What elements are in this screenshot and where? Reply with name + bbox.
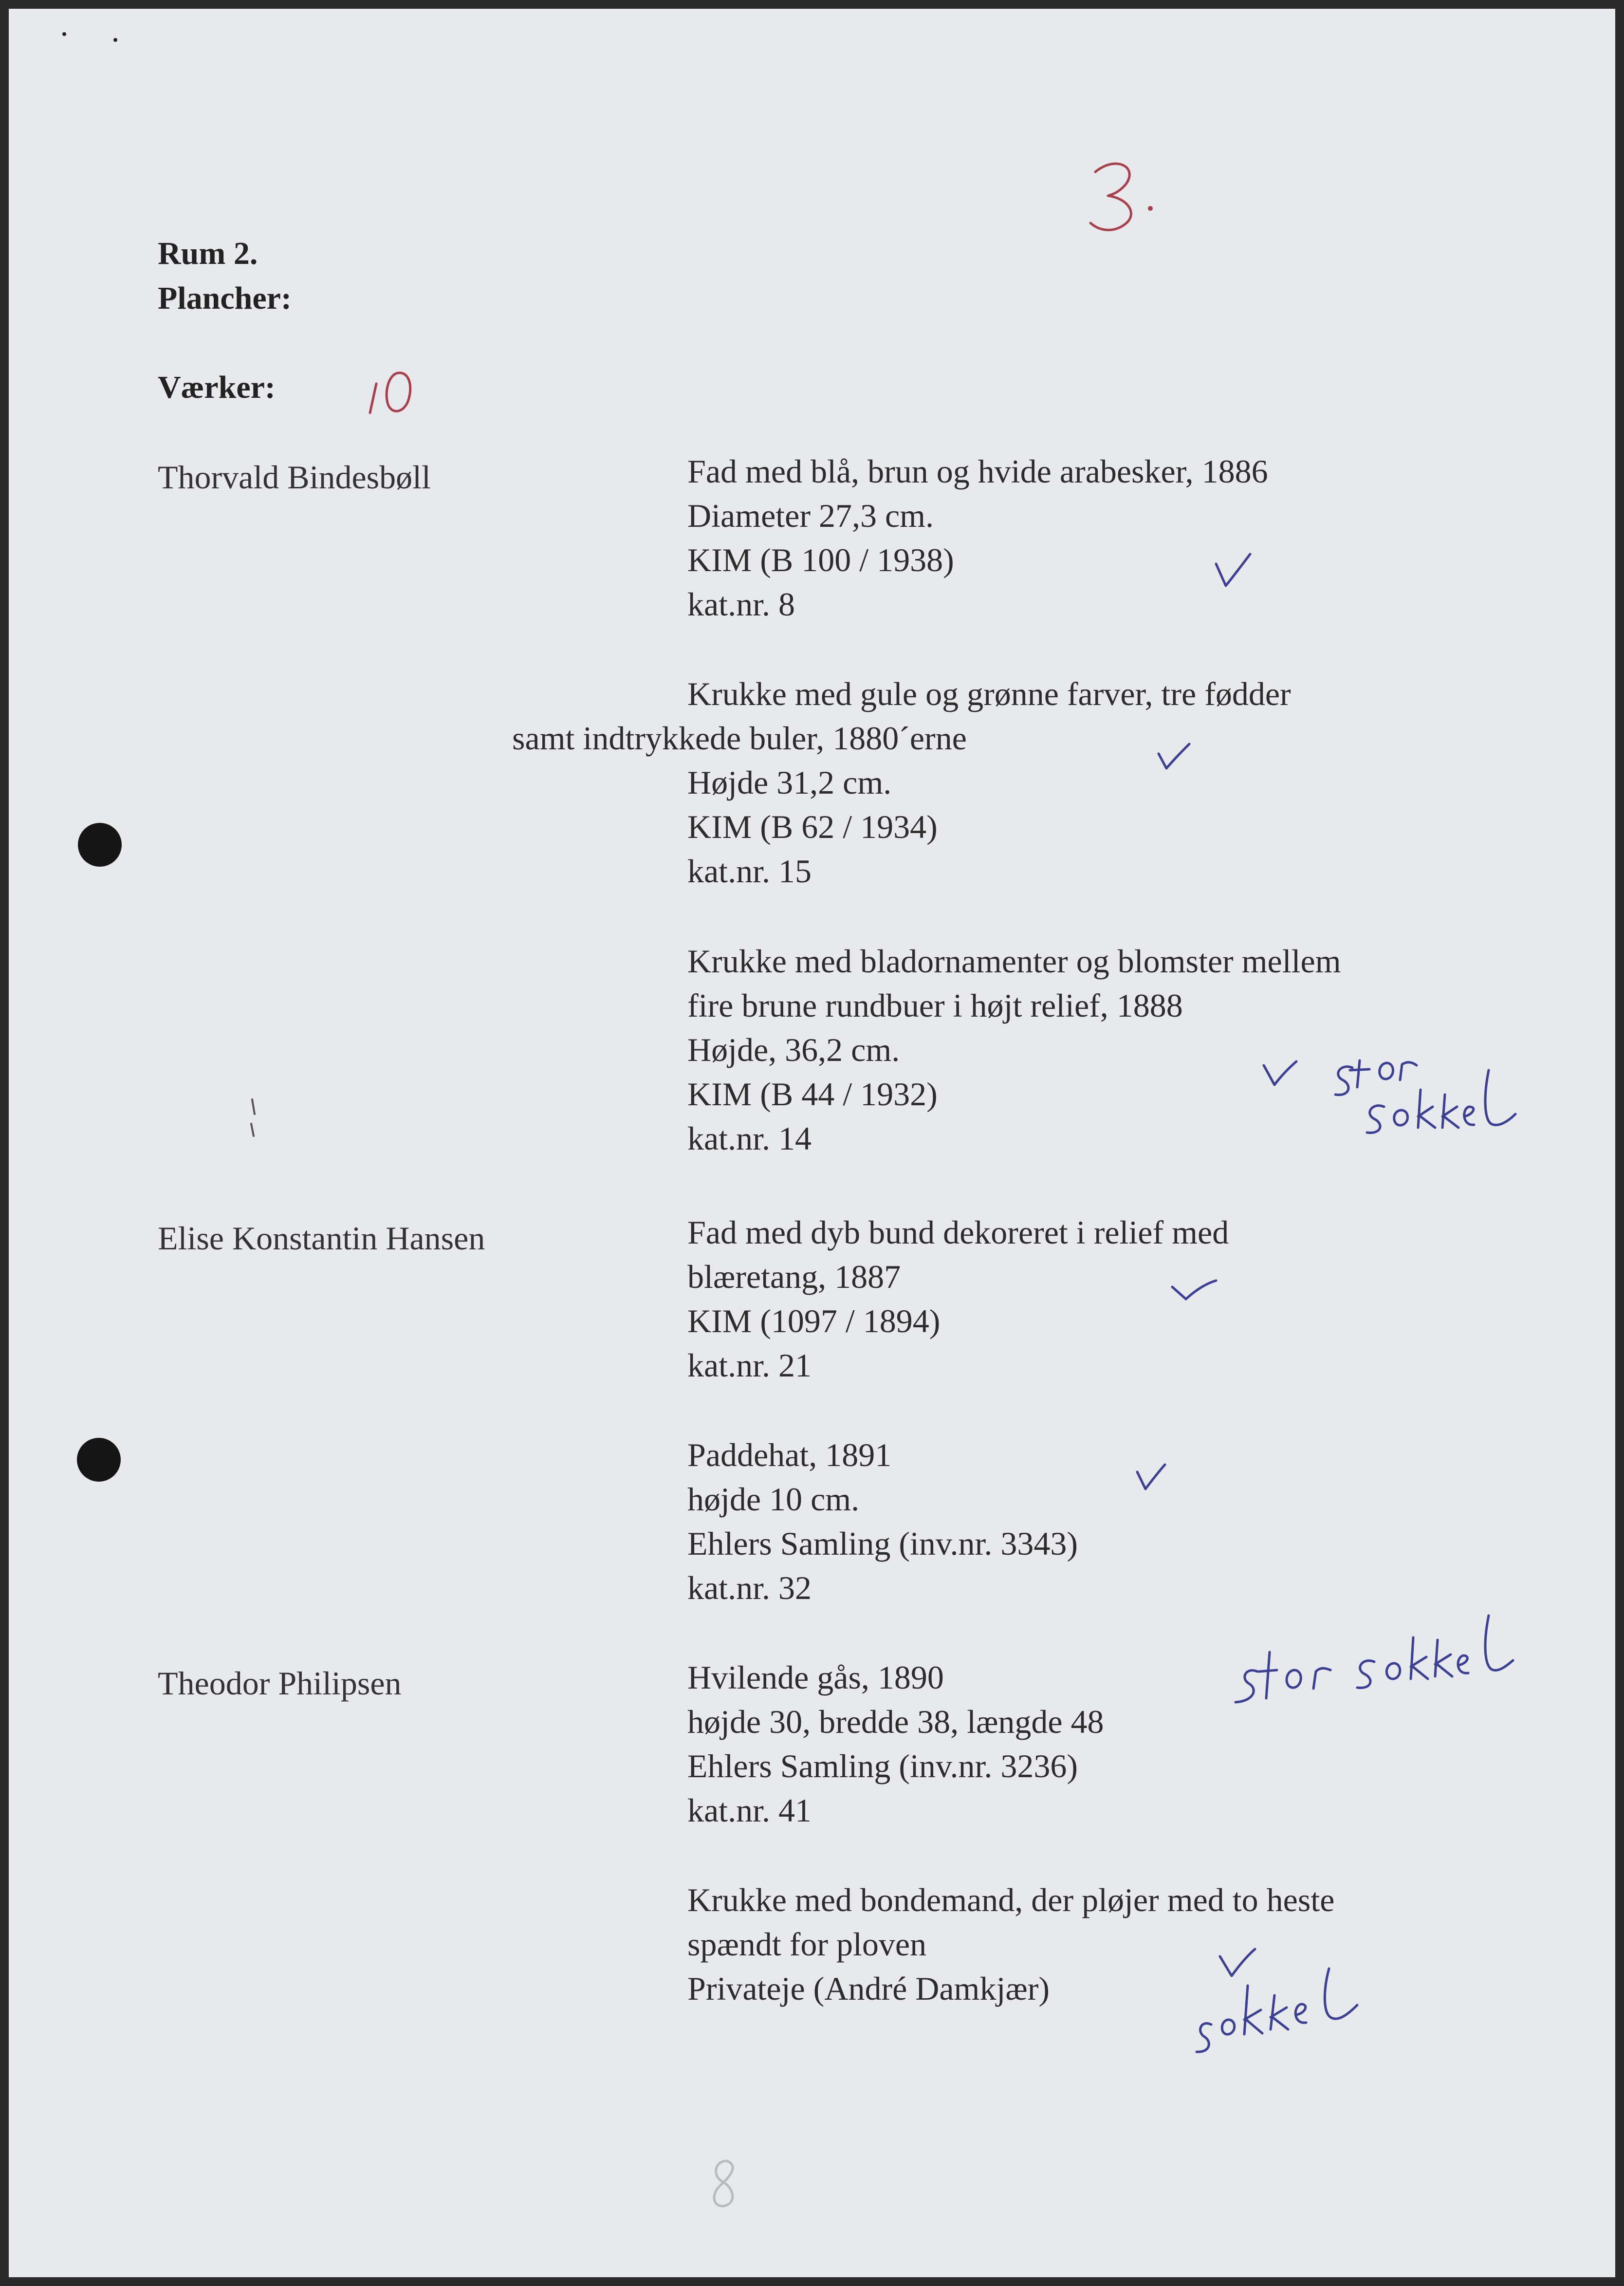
work-title-continued: samt indtrykkede buler, 1880´erne	[512, 720, 967, 757]
work-dimensions: Højde, 36,2 cm.	[687, 1031, 900, 1068]
work-dimensions: Diameter 27,3 cm.	[687, 497, 934, 534]
work-title-continued: blæretang, 1887	[687, 1258, 901, 1295]
work-collection: Ehlers Samling (inv.nr. 3343)	[687, 1525, 1078, 1562]
work-title-continued: spændt for ploven	[687, 1926, 927, 1963]
pencil-footer-number	[714, 2161, 733, 2206]
work-title: Krukke med gule og grønne farver, tre fødder	[687, 675, 1291, 712]
handwritten-note-pedestal	[1197, 1949, 1357, 2052]
work-title: Krukke med bladornamenter og blomster mellem	[687, 943, 1341, 980]
work-catalog-number: kat.nr. 21	[687, 1347, 812, 1384]
check-mark	[1159, 744, 1189, 768]
artist-name: Elise Konstantin Hansen	[158, 1220, 485, 1257]
work-catalog-number: kat.nr. 32	[687, 1569, 812, 1606]
work-collection: Ehlers Samling (inv.nr. 3236)	[687, 1747, 1078, 1784]
work-catalog-number: kat.nr. 41	[687, 1792, 812, 1829]
handwritten-page-number	[1090, 164, 1153, 230]
room-heading: Rum 2.	[158, 236, 258, 271]
check-mark	[1264, 1061, 1296, 1085]
work-catalog-number: kat.nr. 15	[687, 853, 812, 890]
work-title: Fad med blå, brun og hvide arabesker, 1886	[687, 453, 1268, 490]
works-heading: Værker:	[158, 370, 276, 405]
work-catalog-number: kat.nr. 8	[687, 586, 795, 623]
check-mark	[1216, 554, 1250, 586]
work-title: Krukke med bondemand, der pløjer med to heste	[687, 1881, 1335, 1918]
work-collection: KIM (B 44 / 1932)	[687, 1076, 938, 1113]
artist-name: Thorvald Bindesbøll	[158, 459, 431, 496]
artist-name: Theodor Philipsen	[158, 1665, 402, 1702]
work-collection: KIM (B 100 / 1938)	[687, 541, 954, 578]
work-title: Hvilende gås, 1890	[687, 1659, 944, 1696]
check-mark	[1172, 1281, 1216, 1299]
check-mark	[1137, 1465, 1165, 1489]
pencil-mark	[251, 1099, 255, 1136]
handwriting-layer	[9, 9, 1615, 2277]
document-page	[9, 9, 1615, 2277]
work-title: Fad med dyb bund dekoreret i relief med	[687, 1214, 1229, 1251]
handwritten-note-large-pedestal	[1236, 1616, 1513, 1702]
plates-heading: Plancher:	[158, 280, 292, 316]
work-title: Paddehat, 1891	[687, 1436, 892, 1473]
work-collection: KIM (B 62 / 1934)	[687, 808, 938, 845]
work-dimensions: højde 10 cm.	[687, 1481, 860, 1518]
work-title-continued: fire brune rundbuer i højt relief, 1888	[687, 987, 1183, 1024]
handwritten-works-count	[370, 373, 410, 413]
work-catalog-number: kat.nr. 14	[687, 1120, 812, 1157]
work-collection: Privateje (André Damkjær)	[687, 1970, 1050, 2007]
handwritten-note-large-pedestal	[1335, 1060, 1515, 1133]
work-collection: KIM (1097 / 1894)	[687, 1302, 941, 1339]
work-dimensions: Højde 31,2 cm.	[687, 764, 892, 801]
work-dimensions: højde 30, bredde 38, længde 48	[687, 1703, 1104, 1740]
